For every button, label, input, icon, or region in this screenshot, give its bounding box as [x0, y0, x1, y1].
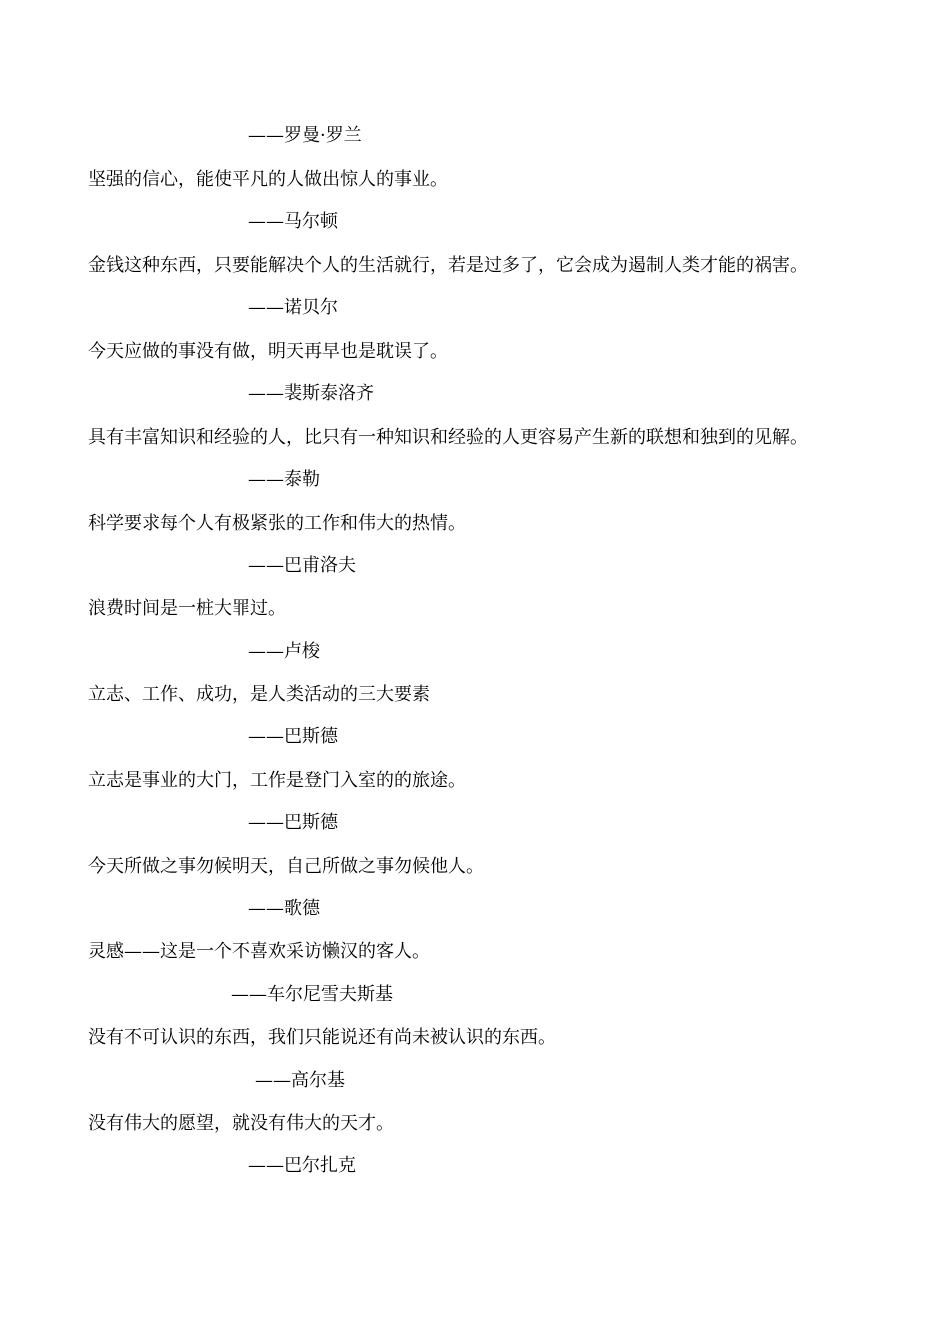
quote-author: ——罗曼·罗兰	[248, 125, 362, 146]
quote-text: 浪费时间是一桩大罪过。	[88, 598, 286, 619]
quote-author: ——卢梭	[248, 641, 320, 662]
quote-text: 没有伟大的愿望，就没有伟大的天才。	[88, 1113, 394, 1134]
quote-text: 灵感——这是一个不喜欢采访懒汉的客人。	[88, 941, 430, 962]
quote-text: 没有不可认识的东西，我们只能说还有尚未被认识的东西。	[88, 1027, 556, 1048]
quote-text: 科学要求每个人有极紧张的工作和伟大的热情。	[88, 513, 466, 534]
quote-text: 立志、工作、成功，是人类活动的三大要素	[88, 684, 430, 705]
quote-author: ——裴斯泰洛齐	[248, 383, 374, 404]
quote-author: ——巴甫洛夫	[248, 555, 356, 576]
quote-author: ——诺贝尔	[248, 297, 338, 318]
quote-author: ——巴斯德	[248, 726, 338, 747]
quote-author: ——巴尔扎克	[248, 1155, 356, 1176]
quote-text: 金钱这种东西，只要能解决个人的生活就行，若是过多了，它会成为遏制人类才能的祸害。	[88, 255, 808, 276]
quote-author: ——马尔顿	[248, 211, 338, 232]
quote-author: ——高尔基	[255, 1070, 345, 1091]
quote-text: 立志是事业的大门，工作是登门入室的的旅途。	[88, 770, 466, 791]
quote-text: 坚强的信心，能使平凡的人做出惊人的事业。	[88, 169, 448, 190]
quote-text: 今天所做之事勿候明天，自己所做之事勿候他人。	[88, 856, 484, 877]
quote-text: 今天应做的事没有做，明天再早也是耽误了。	[88, 341, 448, 362]
quote-author: ——歌德	[248, 898, 320, 919]
quote-text: 具有丰富知识和经验的人，比只有一种知识和经验的人更容易产生新的联想和独到的见解。	[88, 427, 808, 448]
quote-author: ——泰勒	[248, 469, 320, 490]
quote-author: ——巴斯德	[248, 812, 338, 833]
quote-author: ——车尔尼雪夫斯基	[231, 984, 393, 1005]
